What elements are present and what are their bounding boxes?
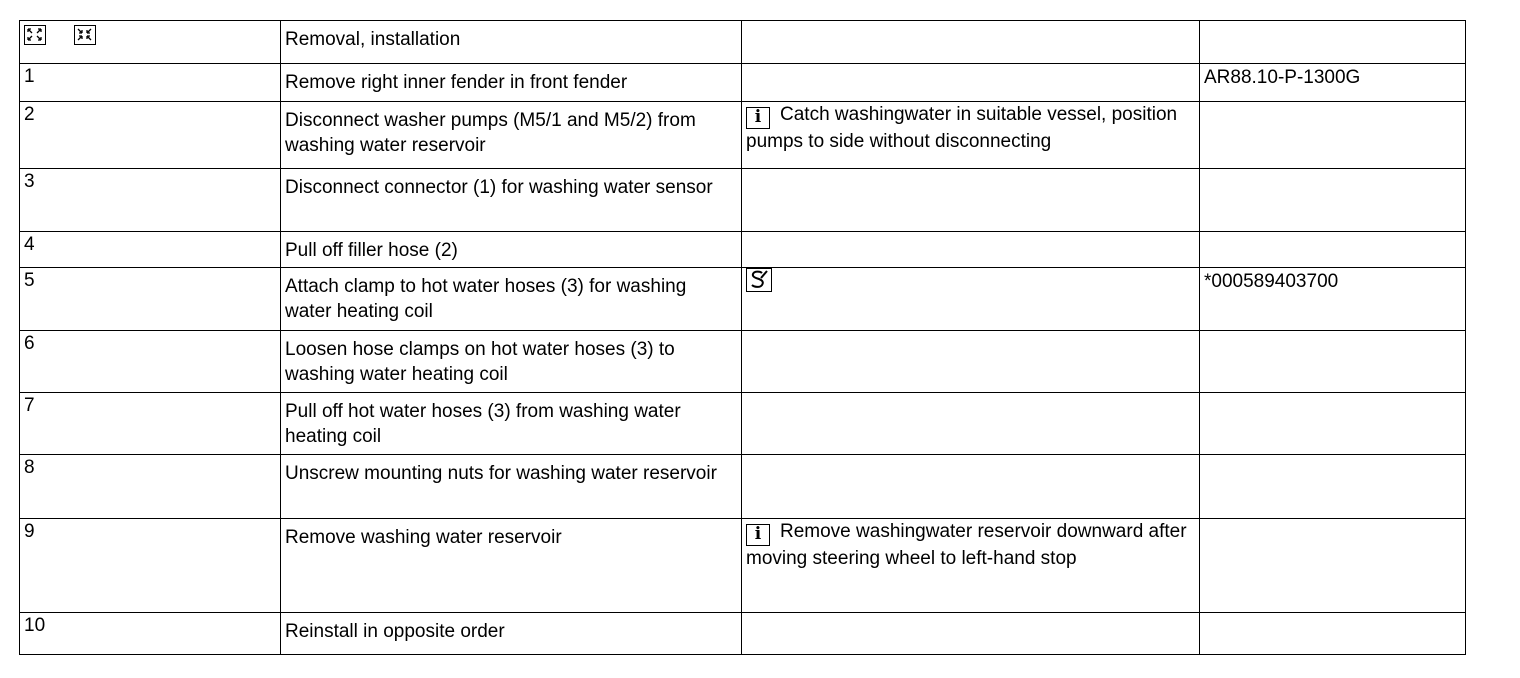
step-note-cell xyxy=(742,169,1200,232)
step-reference[interactable]: AR88.10-P-1300G xyxy=(1204,67,1361,88)
header-title-cell xyxy=(281,21,742,64)
step-text-cell xyxy=(281,331,742,393)
step-reference-cell xyxy=(1200,232,1466,268)
step-note-cell xyxy=(742,102,1200,169)
special-tool-icon xyxy=(746,268,772,292)
step-text: Remove right inner fender in front fender xyxy=(285,72,628,93)
step-number-cell xyxy=(20,169,281,232)
step-text: Disconnect washer pumps (M5/1 and M5/2) from washing water reservoir xyxy=(285,110,696,156)
table-row xyxy=(20,393,1466,455)
step-number-cell xyxy=(20,64,281,102)
step-reference-cell xyxy=(1200,102,1466,169)
step-note-cell xyxy=(742,232,1200,268)
step-note-cell xyxy=(742,331,1200,393)
step-number: 3 xyxy=(24,171,35,192)
header-icons-cell xyxy=(20,21,281,64)
step-reference-cell xyxy=(1200,393,1466,455)
table-row xyxy=(20,268,1466,331)
table-row xyxy=(20,519,1466,613)
step-number: 2 xyxy=(24,104,35,125)
step-text-cell xyxy=(281,102,742,169)
header-row xyxy=(20,21,1466,64)
step-number: 6 xyxy=(24,333,35,354)
step-text-cell xyxy=(281,393,742,455)
step-text: Pull off hot water hoses (3) from washing water heating coil xyxy=(285,401,681,447)
step-reference-cell xyxy=(1200,331,1466,393)
table-row xyxy=(20,102,1466,169)
step-text-cell xyxy=(281,613,742,655)
step-text: Disconnect connector (1) for washing water sensor xyxy=(285,177,713,198)
procedure-table xyxy=(19,20,1466,655)
step-text-cell xyxy=(281,64,742,102)
step-number: 8 xyxy=(24,457,35,478)
step-reference-cell xyxy=(1200,169,1466,232)
step-text: Loosen hose clamps on hot water hoses (3) to washing water heating coil xyxy=(285,339,675,385)
step-number: 9 xyxy=(24,521,35,542)
step-number-cell xyxy=(20,268,281,331)
step-text: Remove washing water reservoir xyxy=(285,527,562,548)
step-number-cell xyxy=(20,393,281,455)
step-number-cell xyxy=(20,232,281,268)
header-note-cell xyxy=(742,21,1200,64)
step-note-cell xyxy=(742,64,1200,102)
step-text: Reinstall in opposite order xyxy=(285,621,505,642)
step-note-cell xyxy=(742,268,1200,331)
step-note: Remove washingwater reservoir downward after moving steering wheel to left-hand stop xyxy=(746,521,1187,569)
step-text: Pull off filler hose (2) xyxy=(285,240,458,261)
step-number: 7 xyxy=(24,395,35,416)
info-icon: i xyxy=(746,107,770,129)
header-ref-cell xyxy=(1200,21,1466,64)
info-icon: i xyxy=(746,524,770,546)
step-number-cell xyxy=(20,613,281,655)
step-reference-cell xyxy=(1200,64,1466,102)
step-reference-cell xyxy=(1200,268,1466,331)
step-number-cell xyxy=(20,455,281,519)
step-number: 10 xyxy=(24,615,46,636)
step-text-cell xyxy=(281,169,742,232)
step-text-cell xyxy=(281,519,742,613)
step-note-cell xyxy=(742,613,1200,655)
table-row xyxy=(20,64,1466,102)
step-text-cell xyxy=(281,455,742,519)
step-number-cell xyxy=(20,519,281,613)
table-row xyxy=(20,232,1466,268)
header-title: Removal, installation xyxy=(285,29,461,50)
table-row xyxy=(20,331,1466,393)
step-number: 4 xyxy=(24,234,35,255)
step-reference-cell xyxy=(1200,455,1466,519)
step-text: Attach clamp to hot water hoses (3) for washing water heating coil xyxy=(285,276,687,322)
table-row xyxy=(20,169,1466,232)
step-number: 1 xyxy=(24,66,35,87)
step-note-cell xyxy=(742,455,1200,519)
step-reference-cell xyxy=(1200,519,1466,613)
step-note-cell xyxy=(742,519,1200,613)
step-note-cell xyxy=(742,393,1200,455)
step-number: 5 xyxy=(24,270,35,291)
expand-icon[interactable] xyxy=(24,25,46,45)
step-text-cell xyxy=(281,232,742,268)
step-number-cell xyxy=(20,331,281,393)
step-text-cell xyxy=(281,268,742,331)
table-row xyxy=(20,613,1466,655)
step-reference-cell xyxy=(1200,613,1466,655)
step-number-cell xyxy=(20,102,281,169)
step-note: Catch washingwater in suitable vessel, position pumps to side without disconnecting xyxy=(746,104,1178,152)
table-row xyxy=(20,455,1466,519)
step-text: Unscrew mounting nuts for washing water reservoir xyxy=(285,463,717,484)
step-reference: *000589403700 xyxy=(1204,271,1339,292)
collapse-icon[interactable] xyxy=(74,25,96,45)
